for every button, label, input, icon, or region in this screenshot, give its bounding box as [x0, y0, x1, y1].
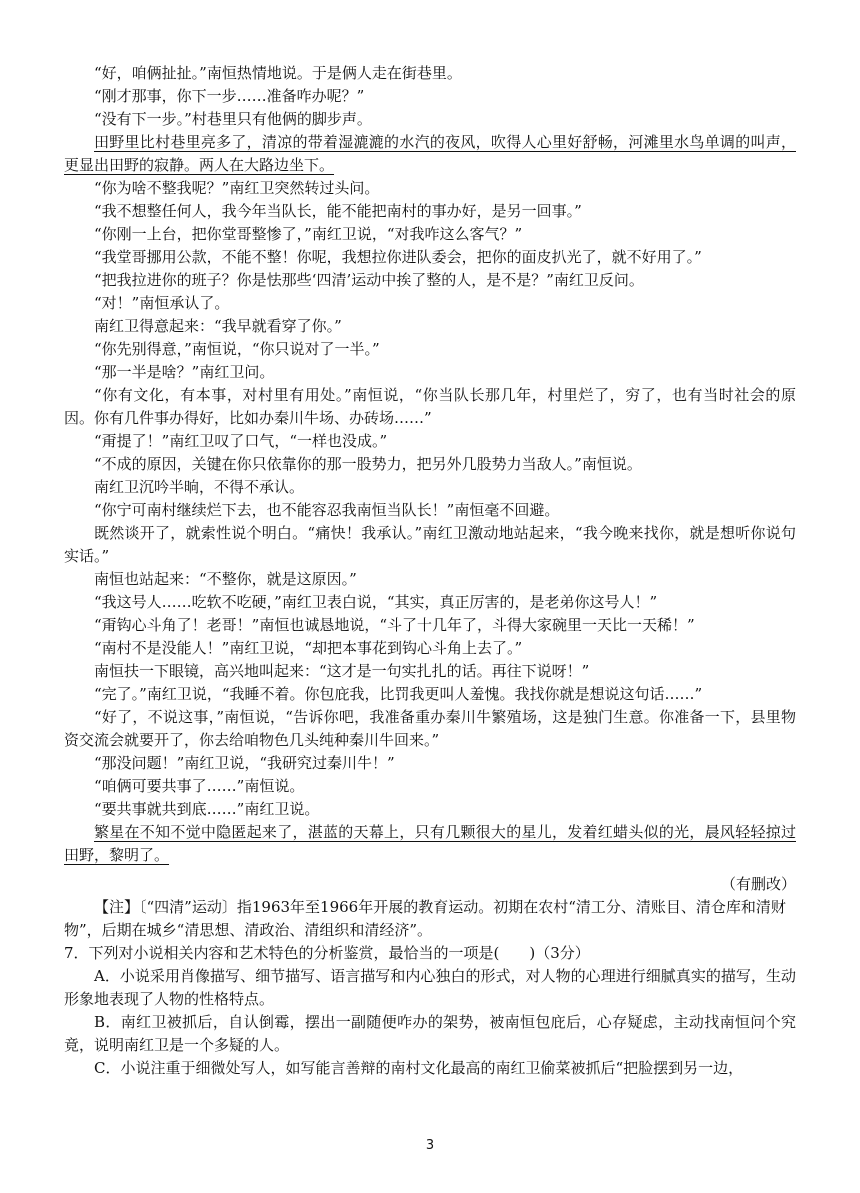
story-paragraph: “好了，不说这事，”南恒说，“告诉你吧，我准备重办秦川牛繁殖场，这是独门生意。你准备一下，县里物资交流会就要开了，你去给咱物色几头纯种秦川牛回来。” — [64, 708, 796, 749]
story-paragraph-underlined — [64, 821, 796, 867]
story-paragraph: “咱俩可要共事了……”南恒说。 — [94, 777, 305, 795]
footnote — [64, 896, 796, 942]
story-paragraph: “你宁可南村继续烂下去，也不能容忍我南恒当队长！”南恒毫不回避。 — [94, 501, 560, 519]
story-paragraph: “甭钩心斗角了！老哥！”南恒也诚恳地说，“斗了十几年了，斗得大家碗里一天比一天稀！” — [94, 616, 695, 634]
story-paragraph: 南红卫沉吟半晌，不得不承认。 — [94, 478, 305, 496]
story-paragraph: 南恒扶一下眼镜，高兴地叫起来：“这才是一句实扎扎的话。再往下说呀！” — [94, 662, 590, 680]
story-paragraph: “完了。”南红卫说，“我睡不着。你包庇我，比罚我更叫人羞愧。我找你就是想说这句话……” — [94, 685, 703, 703]
underlined-passage-1: 田野里比村巷里亮多了，清凉的带着湿漉漉的水汽的夜风，吹得人心里好舒畅，河滩里水鸟单调的叫声，更显出田野的寂静。两人在大路边坐下。 — [64, 133, 796, 174]
story-paragraph: “那一半是啥？”南红卫问。 — [94, 363, 275, 381]
story-paragraph: “你有文化，有本事，对村里有用处。”南恒说，“你当队长那几年，村里烂了，穷了，也有当时社会的原因。你有几件事办得好，比如办秦川牛场、办砖场……” — [64, 386, 796, 427]
underlined-passage-2: 繁星在不知不觉中隐匿起来了，湛蓝的天幕上，只有几颗很大的星儿，发着红蜡头似的光，晨风轻轻掠过田野，黎明了。 — [64, 823, 796, 864]
story-paragraph: “没有下一步。”村巷里只有他俩的脚步声。 — [94, 110, 372, 128]
story-paragraph: “我不想整任何人，我今年当队长，能不能把南村的事办好，是另一回事。” — [94, 202, 582, 220]
story-paragraph: “我堂哥挪用公款，不能不整！你呢，我想拉你进队委会，把你的面皮扒光了，就不好用了。” — [94, 248, 702, 266]
question-option-b: B．南红卫被抓后，自认倒霉，摆出一副随便咋办的架势，被南恒包庇后，心存疑虑，主动找南恒问个究竟，说明南红卫是一个多疑的人。 — [64, 1013, 796, 1054]
story-paragraph: “你先别得意，”南恒说，“你只说对了一半。” — [94, 340, 380, 358]
story-paragraph: 南恒也站起来：“不整你，就是这原因。” — [94, 570, 357, 588]
story-paragraph: “刚才那事，你下一步……准备咋办呢？” — [94, 87, 365, 105]
story-paragraph: “要共事就共到底……”南红卫说。 — [94, 800, 320, 818]
story-paragraph: “我这号人……吃软不吃硬，”南红卫表白说，“其实，真正厉害的，是老弟你这号人！” — [94, 593, 658, 611]
story-paragraph: “好，咱俩扯扯。”南恒热情地说。于是俩人走在街巷里。 — [94, 64, 462, 82]
question-option-c: C．小说注重于细微处写人，如写能言善辩的南村文化最高的南红卫偷菜被抓后“把脸摆到另一边， — [94, 1059, 744, 1077]
story-paragraph: 南红卫得意起来：“我早就看穿了你。” — [94, 317, 342, 335]
question-stem: 7．下列对小说相关内容和艺术特色的分析鉴赏，最恰当的一项是( )（3分） — [64, 944, 590, 962]
document-content — [64, 62, 796, 1080]
story-paragraph: “对！”南恒承认了。 — [94, 294, 230, 312]
story-paragraph: “南村不是没能人！”南红卫说，“却把本事花到钩心斗角上去了。” — [94, 639, 523, 657]
footnote-text: 〔“四清”运动〕指1963年至1966年开展的教育运动。初期在农村“清工分、清账目、清仓库和清财物”，后期在城乡“清思想、清政治、清组织和清经济”。 — [64, 898, 786, 939]
question-option-a: A．小说采用肖像描写、细节描写、语言描写和内心独白的形式，对人物的心理进行细腻真实的描写，生动形象地表现了人物的性格特点。 — [64, 967, 796, 1008]
story-paragraph: “你为啥不整我呢？”南红卫突然转过头问。 — [94, 179, 380, 197]
page-number: 3 — [425, 1138, 435, 1153]
story-paragraph: “那没问题！”南红卫说，“我研究过秦川牛！” — [94, 754, 395, 772]
footnote-label: 【注】 — [94, 898, 140, 916]
story-paragraph: 既然谈开了，就索性说个明白。“痛快！我承认。”南红卫激动地站起来，“我今晚来找你，就是想听你说句实话。” — [64, 524, 796, 565]
story-paragraph: “甭提了！”南红卫叹了口气，“一样也没成。” — [94, 432, 388, 450]
story-paragraph: “把我拉进你的班子？你是怯那些‘四清’运动中挨了整的人，是不是？”南红卫反问。 — [94, 271, 644, 289]
source-note: （有删改） — [720, 875, 796, 893]
story-paragraph: “不成的原因，关键在你只依靠你的那一股势力，把另外几股势力当敌人。”南恒说。 — [94, 455, 642, 473]
story-paragraph-underlined — [64, 131, 796, 177]
story-paragraph: “你刚一上台，把你堂哥整惨了，”南红卫说，“对我咋这么客气？” — [94, 225, 523, 243]
